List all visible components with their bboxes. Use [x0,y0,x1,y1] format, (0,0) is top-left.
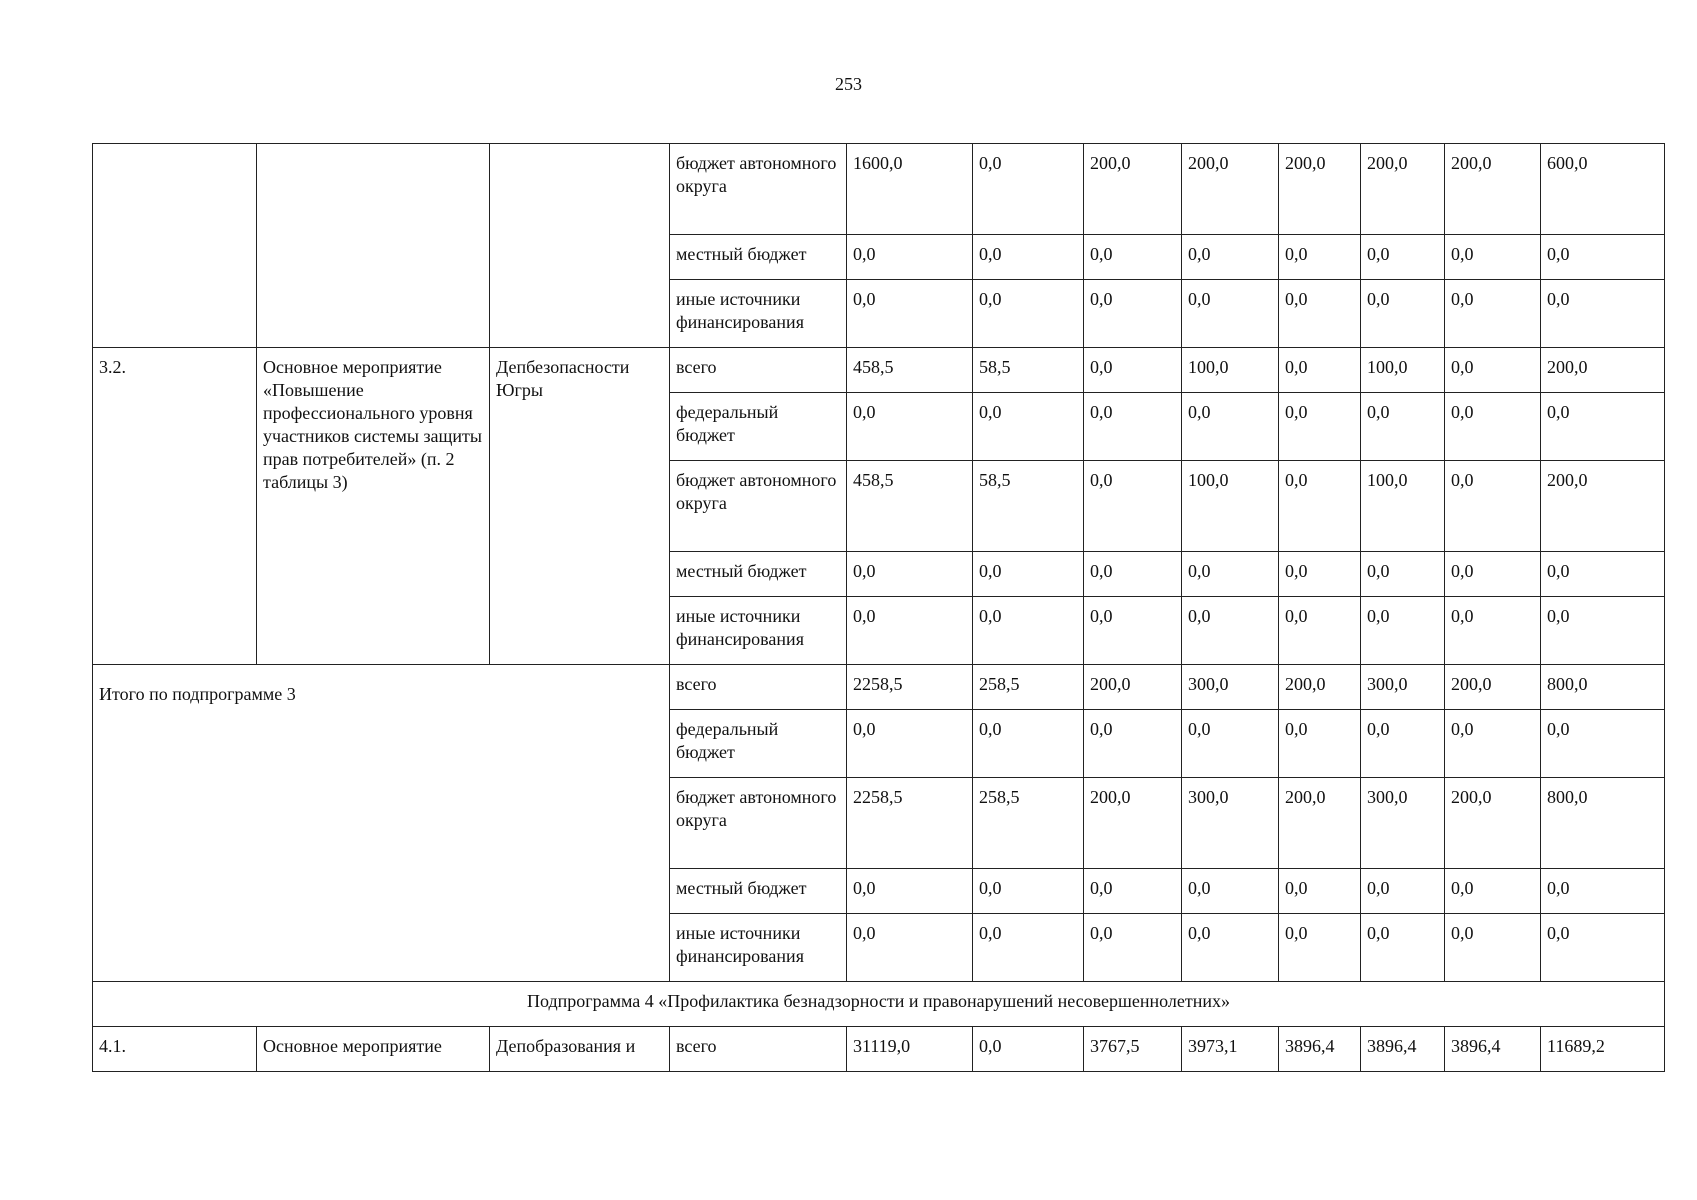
value-cell: 0,0 [1541,235,1665,280]
value-cell: 0,0 [847,235,973,280]
value-cell: 0,0 [847,552,973,597]
value-cell: 58,5 [973,348,1084,393]
value-cell: 0,0 [1445,348,1541,393]
value-cell: 0,0 [847,280,973,348]
value-cell: 0,0 [1084,710,1182,778]
funding-source-cell: иные источники финансирования [670,914,847,982]
value-cell: 0,0 [1279,461,1361,552]
value-cell: 0,0 [1182,710,1279,778]
value-cell: 0,0 [973,869,1084,914]
value-cell: 0,0 [1541,393,1665,461]
value-cell: 0,0 [1084,235,1182,280]
value-cell: 0,0 [1361,552,1445,597]
value-cell: 0,0 [973,710,1084,778]
value-cell: 200,0 [1084,144,1182,235]
value-cell: 0,0 [1279,869,1361,914]
value-cell: 3896,4 [1445,1027,1541,1072]
value-cell: 100,0 [1361,461,1445,552]
value-cell: 0,0 [1541,552,1665,597]
value-cell: 0,0 [1445,461,1541,552]
value-cell: 0,0 [1541,869,1665,914]
value-cell: 0,0 [1361,597,1445,665]
table-row [93,1027,1665,1072]
value-cell: 0,0 [1361,914,1445,982]
measure-name-cell [257,144,490,348]
value-cell: 0,0 [1182,552,1279,597]
value-cell: 0,0 [1361,393,1445,461]
funding-source-cell: местный бюджет [670,869,847,914]
value-cell: 0,0 [1084,461,1182,552]
value-cell: 200,0 [1541,348,1665,393]
funding-source-cell: федеральный бюджет [670,393,847,461]
value-cell: 0,0 [973,597,1084,665]
value-cell: 31119,0 [847,1027,973,1072]
value-cell: 0,0 [973,552,1084,597]
funding-source-cell: бюджет автономного округа [670,144,847,235]
value-cell: 0,0 [1279,235,1361,280]
value-cell: 0,0 [1279,914,1361,982]
table-row [93,348,1665,393]
value-cell: 200,0 [1541,461,1665,552]
value-cell: 0,0 [1279,710,1361,778]
value-cell: 0,0 [1182,280,1279,348]
funding-source-cell: всего [670,1027,847,1072]
value-cell: 0,0 [847,597,973,665]
value-cell: 0,0 [1084,280,1182,348]
value-cell: 0,0 [1445,235,1541,280]
executor-cell: Депбезопасности Югры [490,348,670,665]
value-cell: 0,0 [1084,348,1182,393]
value-cell: 0,0 [1182,597,1279,665]
value-cell: 100,0 [1182,461,1279,552]
funding-source-cell: иные источники финансирования [670,280,847,348]
funding-source-cell: местный бюджет [670,235,847,280]
funding-source-cell: всего [670,665,847,710]
value-cell: 0,0 [1445,710,1541,778]
value-cell: 0,0 [973,235,1084,280]
funding-source-cell: федеральный бюджет [670,710,847,778]
value-cell: 800,0 [1541,778,1665,869]
value-cell: 0,0 [1361,710,1445,778]
value-cell: 258,5 [973,778,1084,869]
number-cell [93,144,257,348]
value-cell: 3896,4 [1279,1027,1361,1072]
value-cell: 0,0 [1445,552,1541,597]
value-cell: 600,0 [1541,144,1665,235]
funding-source-cell: всего [670,348,847,393]
subtotal-label-cell: Итого по подпрограмме 3 [93,665,670,982]
table-row [93,665,1665,710]
value-cell: 0,0 [1445,280,1541,348]
value-cell: 0,0 [973,914,1084,982]
funding-source-cell: бюджет автономного округа [670,461,847,552]
measure-name-cell: Основное мероприятие [257,1027,490,1072]
value-cell: 300,0 [1361,665,1445,710]
value-cell: 200,0 [1084,778,1182,869]
value-cell: 200,0 [1279,778,1361,869]
value-cell: 200,0 [1445,778,1541,869]
value-cell: 0,0 [1361,280,1445,348]
value-cell: 300,0 [1182,665,1279,710]
measure-name-cell: Основное мероприятие «Повышение профессионального уровня участников системы защиты прав потребителей» (п. 2 таблицы 3) [257,348,490,665]
value-cell: 0,0 [1182,235,1279,280]
value-cell: 0,0 [1445,914,1541,982]
value-cell: 100,0 [1361,348,1445,393]
value-cell: 0,0 [847,393,973,461]
value-cell: 458,5 [847,461,973,552]
value-cell: 0,0 [1279,348,1361,393]
value-cell: 200,0 [1084,665,1182,710]
value-cell: 0,0 [1182,914,1279,982]
funding-source-cell: местный бюджет [670,552,847,597]
value-cell: 0,0 [1541,710,1665,778]
executor-cell: Депобразования и [490,1027,670,1072]
value-cell: 800,0 [1541,665,1665,710]
value-cell: 0,0 [1541,597,1665,665]
value-cell: 1600,0 [847,144,973,235]
value-cell: 0,0 [1084,393,1182,461]
value-cell: 200,0 [1279,144,1361,235]
number-cell: 4.1. [93,1027,257,1072]
value-cell: 0,0 [1279,552,1361,597]
funding-source-cell: иные источники финансирования [670,597,847,665]
value-cell: 0,0 [1279,393,1361,461]
value-cell: 0,0 [1361,235,1445,280]
value-cell: 100,0 [1182,348,1279,393]
value-cell: 0,0 [847,869,973,914]
value-cell: 0,0 [973,144,1084,235]
value-cell: 0,0 [1084,552,1182,597]
value-cell: 0,0 [847,914,973,982]
value-cell: 3767,5 [1084,1027,1182,1072]
value-cell: 0,0 [1182,869,1279,914]
value-cell: 3973,1 [1182,1027,1279,1072]
value-cell: 0,0 [1445,393,1541,461]
value-cell: 458,5 [847,348,973,393]
value-cell: 200,0 [1182,144,1279,235]
value-cell: 0,0 [1279,280,1361,348]
value-cell: 200,0 [1361,144,1445,235]
value-cell: 58,5 [973,461,1084,552]
budget-table [92,143,1665,1072]
value-cell: 0,0 [1084,914,1182,982]
funding-source-cell: бюджет автономного округа [670,778,847,869]
value-cell: 200,0 [1445,144,1541,235]
value-cell: 0,0 [973,393,1084,461]
value-cell: 0,0 [1084,869,1182,914]
value-cell: 0,0 [1541,914,1665,982]
value-cell: 0,0 [1541,280,1665,348]
value-cell: 300,0 [1361,778,1445,869]
value-cell: 3896,4 [1361,1027,1445,1072]
value-cell: 200,0 [1279,665,1361,710]
value-cell: 0,0 [1084,597,1182,665]
value-cell: 0,0 [1445,597,1541,665]
value-cell: 0,0 [847,710,973,778]
subprogram-title-cell: Подпрограмма 4 «Профилактика безнадзорности и правонарушений несовершеннолетних» [93,982,1665,1027]
value-cell: 0,0 [973,280,1084,348]
value-cell: 0,0 [1279,597,1361,665]
value-cell: 11689,2 [1541,1027,1665,1072]
table-row [93,144,1665,235]
value-cell: 258,5 [973,665,1084,710]
value-cell: 200,0 [1445,665,1541,710]
page-number: 253 [835,74,862,94]
value-cell: 0,0 [1445,869,1541,914]
executor-cell [490,144,670,348]
value-cell: 300,0 [1182,778,1279,869]
value-cell: 2258,5 [847,665,973,710]
number-cell: 3.2. [93,348,257,665]
value-cell: 0,0 [1361,869,1445,914]
value-cell: 2258,5 [847,778,973,869]
value-cell: 0,0 [1182,393,1279,461]
value-cell: 0,0 [973,1027,1084,1072]
table-row [93,982,1665,1027]
